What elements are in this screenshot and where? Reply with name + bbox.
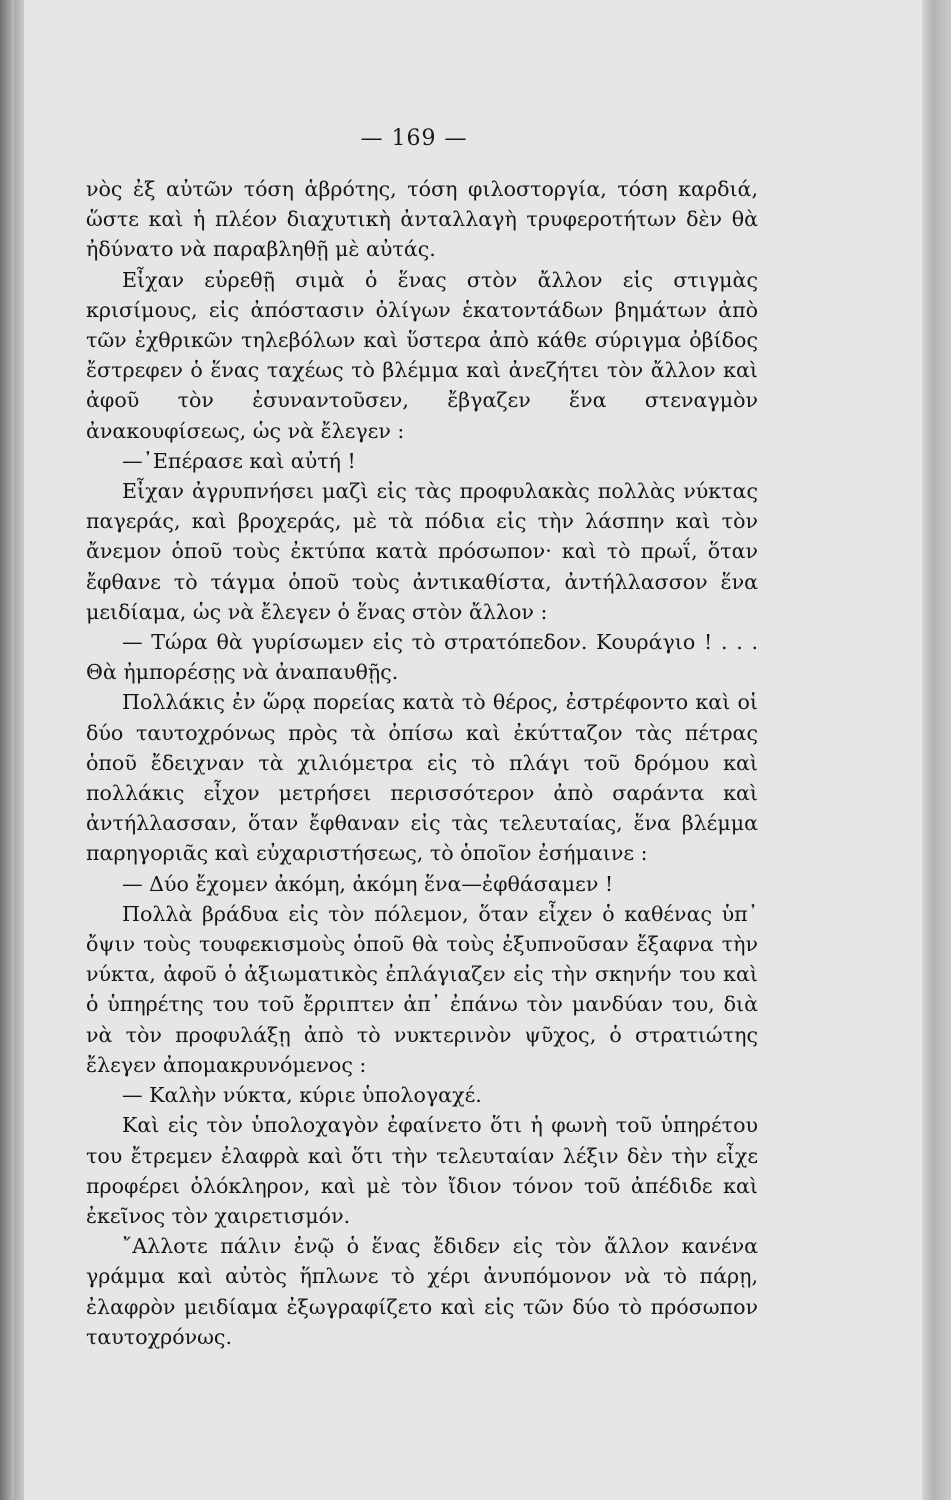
paragraph: Εἶχαν εὑρεθῇ σιμὰ ὁ ἕνας στὸν ἄλλον εἰς στιγμὰς κρισίμους, εἰς ἀπόστασιν ὀλίγων ἑκατοντάδων βημάτων ἀπὸ τῶν ἐχθρικῶν τηλεβόλων καὶ ὕστερα ἀπὸ κάθε σύριγμα ὀβίδος ἔστρεφεν ὁ ἕνας ταχέως τὸ βλέμμα καὶ ἀνεζήτει τὸν ἄλλον καὶ ἀφοῦ τὸν ἐσυναντοῦσεν, ἔβγαζεν ἕνα στεναγμὸν ἀνακουφίσεως, ὡς νὰ ἔλεγεν :: [86, 267, 758, 443]
book-page: [24, 0, 922, 1500]
page-number: — 169 —: [360, 126, 468, 151]
body-text: [86, 174, 758, 1352]
paragraph: Καὶ εἰς τὸν ὑπολοχαγὸν ἐφαίνετο ὅτι ἡ φωνὴ τοῦ ὑπηρέτου του ἔτρεμεν ἐλαφρὰ καὶ ὅτι τὴν τελευταίαν λέξιν δὲν τὴν εἶχε προφέρει ὁλόκληρον, καὶ μὲ τὸν ἴδιον τόνον τοῦ ἀπέδιδε καὶ ἐκεῖνος τὸν χαιρετισμόν.: [86, 1113, 758, 1228]
dialogue-line: — Καλὴν νύκτα, κύριε ὑπολογαχέ.: [122, 1083, 482, 1108]
dialogue-line: — Τώρα θὰ γυρίσωμεν εἰς τὸ στρατόπεδον. Κουράγιο ! . . . Θὰ ἠμπορέσῃς νὰ ἀναπαυθῇς.: [86, 630, 758, 685]
paragraph: Πολλὰ βράδυα εἰς τὸν πόλεμον, ὅταν εἶχεν ὁ καθένας ὑπ᾿ ὄψιν τοὺς τουφεκισμοὺς ὁποῦ θὰ τοὺς ἐξυπνοῦσαν ἔξαφνα τὴν νύκτα, ἀφοῦ ὁ ἀξιωματικὸς ἐπλάγιαζεν εἰς τὴν σκηνήν του καὶ ὁ ὑπηρέτης του τοῦ ἔρριπτεν ἀπ᾿ ἐπάνω τὸν μανδύαν του, διὰ νὰ τὸν προφυλάξῃ ἀπὸ τὸ νυκτερινὸν ψῦχος, ὁ στρατιώτης ἔλεγεν ἀπομακρυνόμενος :: [86, 901, 758, 1077]
paragraph: ῎Αλλοτε πάλιν ἐνῷ ὁ ἕνας ἔδιδεν εἰς τὸν ἄλλον κανένα γράμμα καὶ αὐτὸς ἥπλωνε τὸ χέρι ἀνυπόμονον νὰ τὸ πάρῃ, ἐλαφρὸν μειδίαμα ἐξωγραφίζετο καὶ εἰς τῶν δύο τὸ πρόσωπον ταυτοχρόνως.: [86, 1234, 758, 1349]
paragraph-continuation: νὸς ἐξ αὐτῶν τόση ἁβρότης, τόση φιλοστοργία, τόση καρδιά, ὥστε καὶ ἡ πλέον διαχυτικὴ ἀνταλλαγὴ τρυφεροτήτων δὲν θὰ ἠδύνατο νὰ παραβληθῇ μὲ αὐτάς.: [86, 177, 758, 262]
page-fore-edge: [922, 0, 951, 1500]
binding-edge: [0, 0, 14, 1500]
binding-shadow: [14, 0, 24, 1500]
paragraph: Πολλάκις ἐν ὥρᾳ πορείας κατὰ τὸ θέρος, ἐστρέφοντο καὶ οἱ δύο ταυτοχρόνως πρὸς τὰ ὀπίσω καὶ ἐκύτταζον τὰς πέτρας ὁποῦ ἔδειχναν τὰ χιλιόμετρα εἰς τὸ πλάγι τοῦ δρόμου καὶ πολλάκις εἶχον μετρήσει περισσότερον ἀπὸ σαράντα καὶ ἀντήλλασσαν, ὅταν ἔφθαναν εἰς τὰς τελευταίας, ἕνα βλέμμα παρηγοριᾶς καὶ εὐχαριστήσεως, τὸ ὁποῖον ἐσήμαινε :: [86, 690, 758, 866]
dialogue-line: — Δύο ἔχομεν ἀκόμη, ἀκόμη ἕνα—ἐφθάσαμεν !: [122, 871, 614, 896]
paragraph: Εἶχαν ἀγρυπνήσει μαζὶ εἰς τὰς προφυλακὰς πολλὰς νύκτας παγεράς, καὶ βροχεράς, μὲ τὰ πόδια εἰς τὴν λάσπην καὶ τὸν ἄνεμον ὁποῦ τοὺς ἐκτύπα κατὰ πρόσωπον· καὶ τὸ πρωΐ, ὅταν ἔφθανε τὸ τάγμα ὁποῦ τοὺς ἀντικαθίστα, ἀντήλλασσον ἕνα μειδίαμα, ὡς νὰ ἔλεγεν ὁ ἕνας στὸν ἄλλον :: [86, 479, 758, 624]
dialogue-line: —᾿Επέρασε καὶ αὐτή !: [122, 448, 356, 473]
